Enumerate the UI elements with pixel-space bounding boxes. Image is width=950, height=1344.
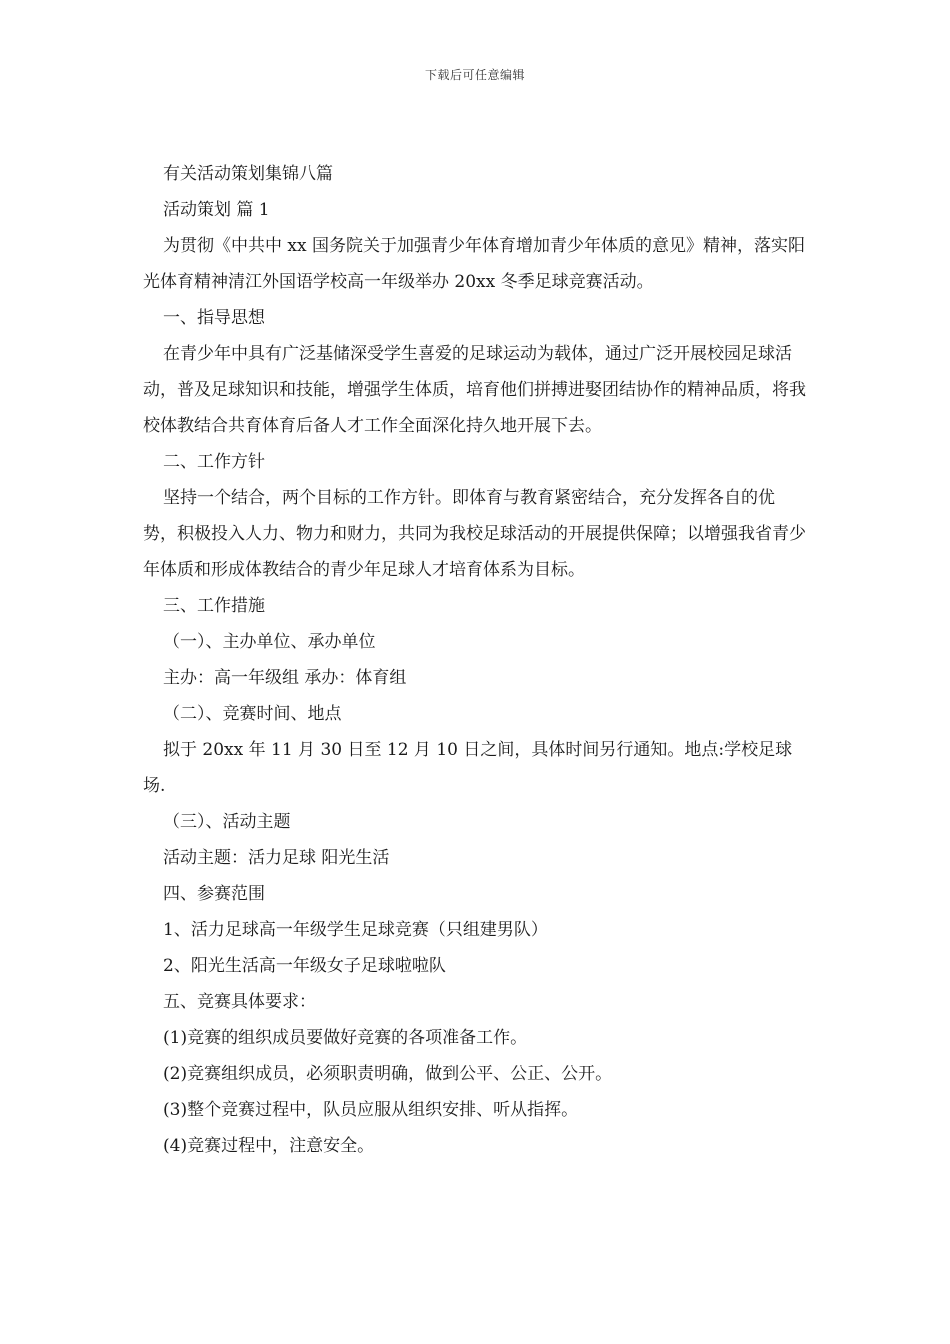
section-5-item-4: (4)竞赛过程中，注意安全。	[163, 1136, 375, 1156]
section-3-1-title: （一）、主办单位、承办单位	[163, 632, 376, 652]
header-note: 下载后可任意编辑	[424, 68, 525, 82]
section-3-3-text: 活动主题：活力足球 阳光生活	[163, 848, 390, 868]
section-3-2-title: （二）、竞赛时间、地点	[163, 704, 342, 724]
section-3-title: 三、工作措施	[163, 596, 265, 616]
section-5-item-2: (2)竞赛组织成员，必须职责明确，做到公平、公正、公开。	[163, 1064, 613, 1084]
section-5-title: 五、竞赛具体要求：	[163, 992, 316, 1012]
section-3-3-title: （三）、活动主题	[163, 812, 291, 832]
intro-paragraph: 为贯彻《中共中 xx 国务院关于加强青少年体育增加青少年体质的意见》精神，落实阳光体育精神清江外国语学校高一年级举办 20xx 冬季足球竞赛活动。	[143, 236, 805, 292]
section-4-item-1: 1、活力足球高一年级学生足球竞赛（只组建男队）	[163, 920, 548, 940]
section-2-text: 坚持一个结合，两个目标的工作方针。即体育与教育紧密结合，充分发挥各自的优势，积极投入人力、物力和财力，共同为我校足球活动的开展提供保障；以增强我省青少年体质和形成体教结合的青少年足球人才培育体系为目标。	[143, 488, 806, 580]
section-4-title: 四、参赛范围	[163, 884, 265, 904]
section-5-item-1: (1)竞赛的组织成员要做好竞赛的各项准备工作。	[163, 1028, 528, 1048]
section-1-title: 一、指导思想	[163, 308, 265, 328]
document-title: 有关活动策划集锦八篇	[163, 164, 333, 184]
section-1-text: 在青少年中具有广泛基储深受学生喜爱的足球运动为载体，通过广泛开展校园足球活动，普及足球知识和技能，增强学生体质，培育他们拼搏进娶团结协作的精神品质，将我校体教结合共育体育后备人才工作全面深化持久地开展下去。	[143, 344, 806, 436]
section-3-1-text: 主办：高一年级组 承办：体育组	[163, 668, 407, 688]
document-subtitle: 活动策划 篇 1	[163, 200, 270, 220]
section-2-title: 二、工作方针	[163, 452, 265, 472]
section-5-item-3: (3)整个竞赛过程中，队员应服从组织安排、听从指挥。	[163, 1100, 579, 1120]
document-body	[143, 156, 808, 1164]
section-4-item-2: 2、阳光生活高一年级女子足球啦啦队	[163, 956, 446, 976]
section-3-2-text: 拟于 20xx 年 11 月 30 日至 12 月 10 日之间，具体时间另行通知。地点:学校足球场.	[143, 740, 793, 796]
